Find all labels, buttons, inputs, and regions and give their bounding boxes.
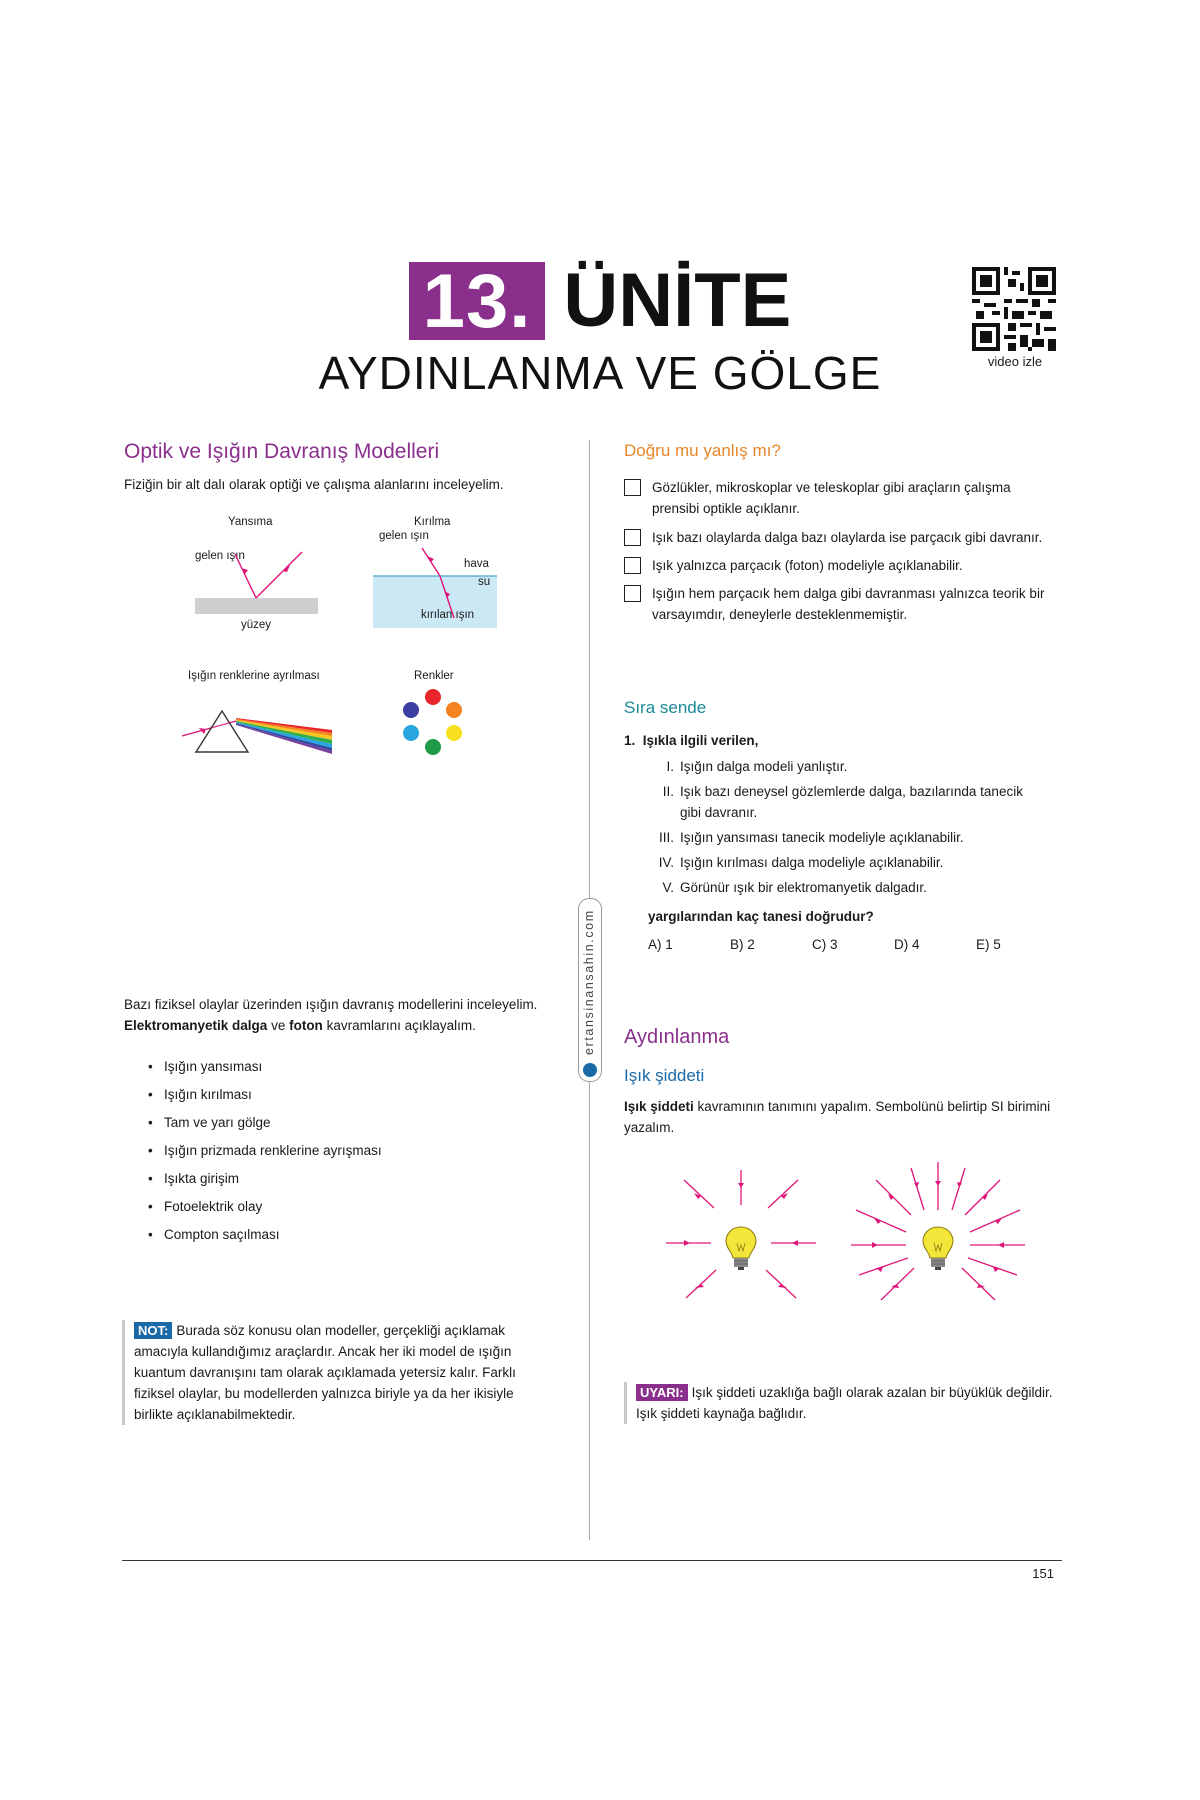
statement-num: IV.: [658, 855, 674, 870]
option-c[interactable]: C) 3: [812, 937, 838, 952]
spectrum-bands: [236, 718, 332, 754]
cyan-dot: [403, 725, 419, 741]
prism-diagram: [180, 690, 340, 770]
behavior-line2: [124, 1015, 584, 1036]
tf-item-1: Gözlükler, mikroskoplar ve teleskoplar gibi araçların çalışma prensibi optikle açıklanır.: [652, 480, 1011, 516]
note-text: Burada söz konusu olan modeller, gerçekliği açıklamak amacıyla kullandığımız araçlardır. Ancak her iki model de ışığın kuantum davranışını tam olarak açıklamada yetersiz kalır. Farklı fiziksel olaylar, bu modellerden yalnızca biriyle ya da her ikisiyle birlikte açıklanabilmektedir.: [134, 1323, 516, 1422]
footer-rule: [122, 1560, 1062, 1561]
list-item: • Tam ve yarı gölge: [148, 1113, 382, 1141]
statement-list: [640, 756, 1070, 902]
warning-text: Işık şiddeti uzaklığa bağlı olarak azalan bir büyüklük değildir. Işık şiddeti kaynağa bağlıdır.: [636, 1385, 1053, 1421]
isik-siddeti-title: Işık şiddeti: [624, 1066, 705, 1085]
statement-item: [640, 852, 1070, 877]
website-text: ertansinansahin.com: [582, 909, 596, 1055]
statement-num: III.: [658, 830, 674, 845]
option-b[interactable]: B) 2: [730, 937, 755, 952]
aydinlanma-title: Aydınlanma: [624, 1026, 730, 1048]
option-a[interactable]: A) 1: [648, 937, 673, 952]
tf-checkbox-2[interactable]: [624, 529, 641, 546]
question-number: 1.: [624, 733, 636, 748]
refraction-title: Kırılma: [414, 516, 451, 528]
reflection-surface: [195, 598, 318, 614]
answer-options: [648, 934, 1068, 955]
statement-text: Işığın yansıması tanecik modeliyle açıklanabilir.: [680, 830, 964, 845]
para-mid: ve: [267, 1018, 290, 1033]
qr-code-icon[interactable]: [972, 267, 1056, 351]
page-number: 151: [1032, 1566, 1054, 1581]
statement-text: Görünür ışık bir elektromanyetik dalgadır.: [680, 880, 927, 895]
orange-dot: [446, 702, 462, 718]
qr-label: video izle: [987, 354, 1043, 369]
list-item: • Fotoelektrik olay: [148, 1197, 382, 1225]
statement-text: Işığın dalga modeli yanlıştır.: [680, 759, 848, 774]
phenomena-list: [148, 1057, 382, 1253]
reflected-ray: [256, 552, 302, 598]
statement-num: II.: [662, 784, 674, 799]
tf-item-3: Işık yalnızca parçacık (foton) modeliyle açıklanabilir.: [652, 558, 963, 573]
refraction-water-label: su: [478, 576, 491, 588]
unit-number: 13.: [409, 262, 546, 340]
reflection-diagram: [190, 540, 330, 620]
red-dot: [425, 689, 441, 705]
statement-item: [640, 781, 1070, 827]
question-stem: Işıkla ilgili verilen,: [642, 733, 759, 748]
question-header: [624, 730, 758, 751]
option-d[interactable]: D) 4: [894, 937, 920, 952]
def-text: kavramının tanımını yapalım. Sembolünü belirtip SI birimini yazalım.: [624, 1099, 1051, 1135]
bold-photon: foton: [289, 1018, 323, 1033]
unit-title: AYDINLANMA VE GÖLGE: [318, 347, 882, 399]
tf-item-4: Işığın hem parçacık hem dalga gibi davranması yalnızca teorik bir varsayımdır, deneylerle desteklenmemiştir.: [652, 586, 1045, 622]
refraction-incoming-label: gelen ışın: [379, 530, 429, 542]
statement-num: I.: [666, 759, 674, 774]
statement-num: V.: [662, 880, 674, 895]
section-title-optik: Optik ve Işığın Davranış Modelleri: [124, 440, 440, 463]
note-tag: NOT:: [134, 1322, 172, 1339]
website-badge[interactable]: [578, 898, 602, 1082]
tf-item-2: Işık bazı olaylarda dalga bazı olaylarda ise parçacık gibi davranır.: [652, 530, 1043, 545]
note-box: [122, 1320, 544, 1425]
tf-checkbox-1[interactable]: [624, 479, 641, 496]
statement-text: Işık bazı deneysel gözlemlerde dalga, bazılarında tanecik gibi davranır.: [680, 784, 1023, 820]
green-dot: [425, 739, 441, 755]
list-item: • Compton saçılması: [148, 1225, 382, 1253]
light-bulbs-figure: [656, 1160, 1026, 1310]
reflection-surface-label: yüzey: [241, 619, 272, 631]
logo-icon: [583, 1063, 597, 1077]
list-item: • Işığın kırılması: [148, 1085, 382, 1113]
refraction-refracted-label: kırılan ışın: [421, 609, 475, 621]
sira-sende-title: Sıra sende: [624, 698, 707, 717]
question-end: yargılarından kaç tanesi doğrudur?: [648, 909, 874, 924]
isik-siddeti-definition: [624, 1096, 1064, 1138]
incident-ray: [235, 554, 256, 598]
color-dots: [398, 688, 468, 758]
refraction-air-label: hava: [464, 558, 489, 570]
colors-title: Renkler: [414, 670, 454, 682]
behavior-paragraph: [124, 994, 584, 1036]
statement-item: [640, 756, 1070, 781]
statement-item: [640, 877, 1070, 902]
reflection-title: Yansıma: [228, 516, 273, 528]
tf-checkbox-4[interactable]: [624, 585, 641, 602]
list-item: • Işığın prizmada renklerine ayrışması: [148, 1141, 382, 1169]
behavior-line1: Bazı fiziksel olaylar üzerinden ışığın davranış modellerini inceleyelim.: [124, 997, 538, 1012]
blue-dot: [403, 702, 419, 718]
tf-checkbox-3[interactable]: [624, 557, 641, 574]
bold-em-wave: Elektromanyetik dalga: [124, 1018, 268, 1033]
def-bold: Işık şiddeti: [624, 1099, 694, 1114]
unit-word: ÜNİTE: [563, 258, 792, 343]
intro-text: Fiziğin bir alt dalı olarak optiği ve çalışma alanlarını inceleyelim.: [124, 477, 504, 492]
warning-tag: UYARI:: [636, 1384, 688, 1401]
statement-text: Işığın kırılması dalga modeliyle açıklanabilir.: [680, 855, 944, 870]
prism-title: Işığın renklerine ayrılması: [188, 670, 320, 682]
list-item: • Işığın yansıması: [148, 1057, 382, 1085]
option-e[interactable]: E) 5: [976, 937, 1001, 952]
statement-item: [640, 827, 1070, 852]
reflection-incoming-label: gelen ışın: [195, 550, 245, 562]
yellow-dot: [446, 725, 462, 741]
tf-title: Doğru mu yanlış mı?: [624, 441, 781, 460]
warning-box: [624, 1382, 1056, 1424]
list-item: • Işıkta girişim: [148, 1169, 382, 1197]
para-end: kavramlarını açıklayalım.: [322, 1018, 476, 1033]
